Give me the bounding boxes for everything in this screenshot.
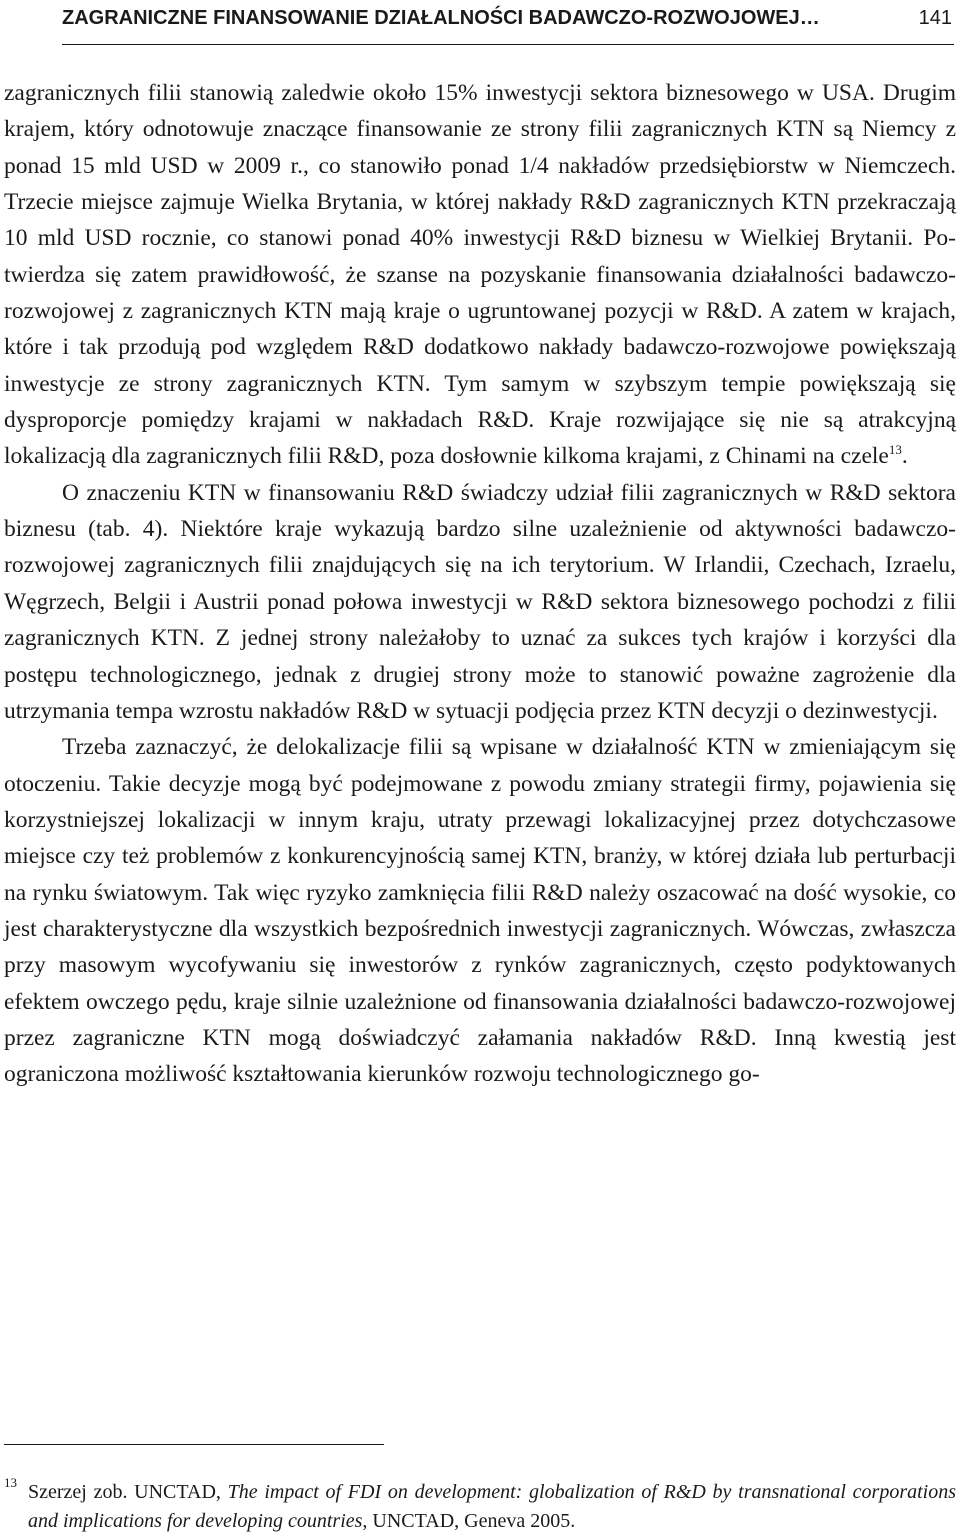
footnote-body	[28, 1478, 956, 1536]
footnote-reference[interactable]: 13	[888, 442, 902, 458]
footnote-mark: 13	[4, 1475, 17, 1490]
body-text	[4, 75, 956, 1093]
running-header	[62, 0, 954, 44]
paragraph-1-text: zagranicznych filii stanowią zaledwie około 15% inwestycji sektora biznesowego w USA. Drugim krajem, który odnotowuje znaczące finansowanie ze strony filii zagranicznych KTN są Niemcy z ponad 15 mld USD w 2009 r., co stanowiło ponad 1/4 nakładów przedsiębiorstw w Niemczech. Trzecie miejsce zajmuje Wielka Brytania, w której nakłady R&D zagranicznych KTN przekraczają 10 mld USD rocznie, co stanowi ponad 40% inwestycji R&D biznesu w Wielkiej Brytanii. Potwierdza się zatem prawidłowość, że szanse na pozyskanie finansowania działalności badawczo-rozwojowej z zagranicznych KTN mają kraje o ugruntowanej pozycji w R&D. A zatem w krajach, które i tak przodują pod względem R&D dodatkowo nakłady badawczo-rozwojowe powiększają inwestycje ze strony zagranicznych KTN. Tym samym w szybszym tempie powiększają się dysproporcje pomiędzy krajami w nakładach R&D. Kraje rozwijające się nie są atrakcyjną lokalizacją dla zagranicznych filii R&D, poza dosłownie kilkoma krajami, z Chinami na czele	[4, 80, 956, 470]
footnote-tail: , UNCTAD, Geneva 2005.	[362, 1510, 576, 1532]
footnote	[4, 1475, 957, 1536]
paragraph-1	[4, 75, 956, 475]
paragraph-1-end: .	[901, 443, 908, 470]
header-rule	[62, 44, 954, 45]
paragraph-3: Trzeba zaznaczyć, że delokalizacje filii są wpisane w działalność KTN w zmieniającym się otoczeniu. Takie decyzje mogą być podejmowane z powodu zmiany strategii firmy, pojawienia się korzystniejszej lokalizacji w innym kraju, utraty przewagi lokalizacyjnej przez dotychczasowe miejsce czy też problemów z konkurencyjnością samej KTN, branży, w której działa lub perturbacji na rynku światowym. Tak więc ryzyko zamknięcia filii R&D należy oszacować na dość wysokie, co jest charakterystyczne dla wszystkich bezpośrednich inwestycji zagranicznych. Wówczas, zwłaszcza przy masowym wycofywaniu się inwestorów z rynków zagranicznych, często podyktowanych efektem owczego pędu, kraje silnie uzależnione od finansowania działalności badawczo-rozwojowej przez zagraniczne KTN mogą doświadczyć załamania nakładów R&D. Inną kwestią jest ograniczona możliwość kształtowania kierunków rozwoju technologicznego go-	[4, 734, 956, 1088]
page-number: 141	[918, 7, 952, 29]
paragraph-2: O znaczeniu KTN w finansowaniu R&D świadczy udział filii zagranicznych w R&D sektora biznesu (tab. 4). Niektóre kraje wykazują bardzo silne uzależnienie od aktywności badawczo-rozwojowej zagranicznych filii znajdujących się na ich terytorium. W Irlandii, Czechach, Izraelu, Węgrzech, Belgii i Austrii ponad połowa inwestycji w R&D sektora biznesowego pochodzi z filii zagranicznych KTN. Z jednej strony należałoby to uznać za sukces tych krajów i korzyści dla postępu technologicznego, jednak z drugiej strony może to stanowić poważne zagrożenie dla utrzymania tempa wzrostu nakładów R&D w sytuacji podjęcia przez KTN decyzji o dezinwestycji.	[4, 479, 956, 724]
footnote-lead: Szerzej zob. UNCTAD,	[28, 1481, 228, 1503]
running-header-title: ZAGRANICZNE FINANSOWANIE DZIAŁALNOŚCI BADAWCZO-ROZWOJOWEJ…	[62, 7, 820, 29]
footnote-cited-title: The impact of FDI on development: globalization of R&D by transnational corporations and implications for developing countries	[28, 1481, 957, 1532]
footnote-separator	[4, 1444, 384, 1445]
